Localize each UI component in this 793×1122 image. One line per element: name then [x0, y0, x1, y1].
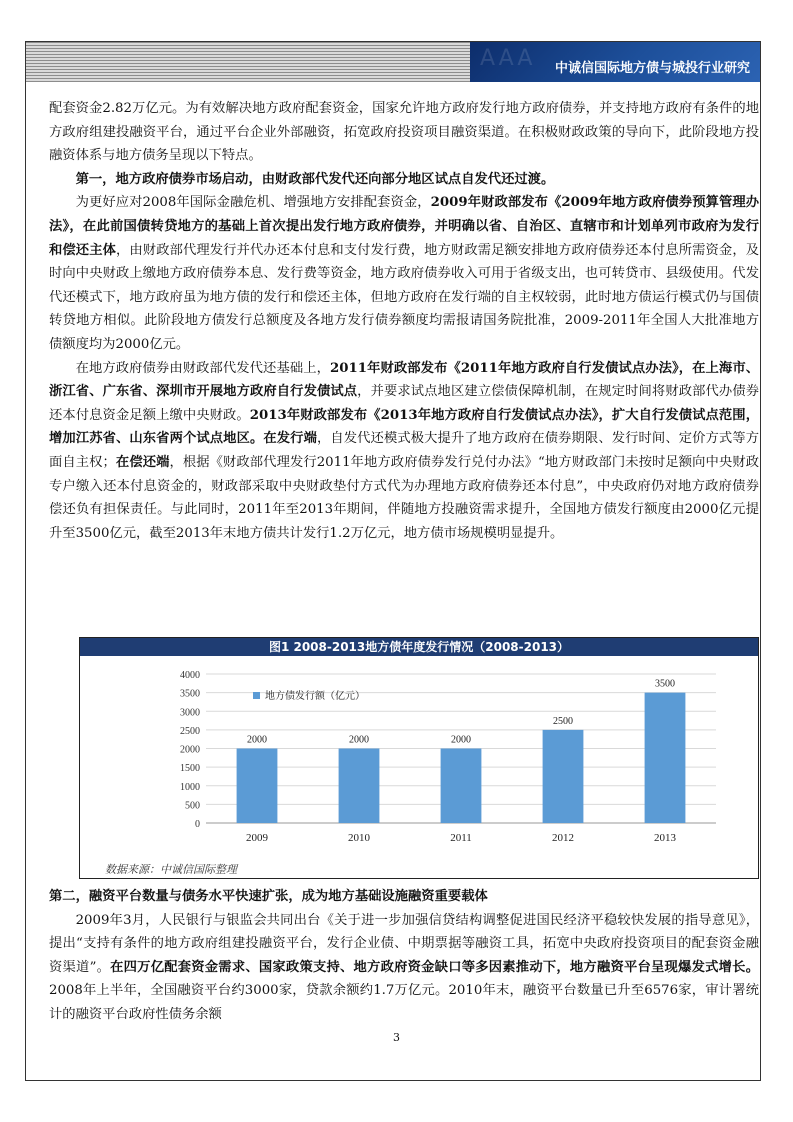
bar	[543, 730, 584, 823]
y-tick-label: 4000	[180, 670, 200, 681]
bar	[237, 749, 278, 824]
x-tick-label: 2010	[348, 832, 370, 844]
data-label: 2000	[451, 734, 471, 746]
y-tick-label: 2500	[180, 725, 200, 737]
data-label: 2500	[553, 715, 573, 727]
header-title: 中诚信国际地方债与城投行业研究	[554, 61, 750, 76]
page-number: 3	[393, 1031, 400, 1044]
y-tick-label: 2000	[180, 744, 200, 756]
y-tick-label: 3000	[180, 707, 200, 719]
y-tick-label: 500	[185, 800, 200, 812]
data-label: 3500	[655, 678, 675, 690]
paragraph: 在地方政府债券由财政部代发代还基础上，2011年财政部发布《2011年地方政府自行发债试点办法》，在上海市、浙江省、广东省、深圳市开展地方政府自行发债试点，并要求试点地区建立偿债保障机制，在规定时间将财政部代办债券还本付息资金足额上缴中央财政。2013年财政部发布《2013年地方政府自行发债试点办法》，扩大自行发债试点范围，增加江苏省、山东省两个试点地区。在发行端，自发代还模式极大提升了地方政府在债券期限、发行时间、定价方式等方面自主权；在偿还端，根据《财政部代理发行2011年地方政府债券发行兑付办法》“地方财政部门未按时足额向中央财政专户缴入还本付息资金的，财政部采取中央财政垫付方式代为办理地方政府债券还本付息”，中央政府仍对地方政府债券偿还负有担保责任。与此同时，2011年至2013年期间，伴随地方投融资需求提升，全国地方债发行额度由2000亿元提升至3500亿元，截至2013年末地方债共计发行1.2万亿元，地方债市场规模明显提升。	[49, 360, 760, 541]
figure-source: 数据来源：中诚信国际整理	[105, 863, 237, 876]
body-text-top	[49, 97, 759, 545]
figure-box	[79, 637, 759, 879]
x-tick-label: 2011	[450, 832, 472, 844]
bar-chart	[80, 656, 758, 861]
section-heading: 第二，融资平台数量与债务水平快速扩张，成为地方基础设施融资重要载体	[49, 889, 488, 904]
x-tick-label: 2013	[654, 832, 676, 844]
x-tick-label: 2012	[552, 832, 574, 844]
legend-swatch	[253, 692, 260, 699]
bar	[645, 693, 686, 823]
x-tick-label: 2009	[246, 832, 268, 844]
y-tick-label: 1000	[180, 781, 200, 793]
paragraph: 配套资金2.82万亿元。为有效解决地方政府配套资金，国家允许地方政府发行地方政府债券，并支持地方政府有条件的地方政府组建投融资平台，通过平台企业外部融资，拓宽政府投资项目融资渠道。在积极财政政策的导向下，此阶段地方投融资体系与地方债务呈现以下特点。	[49, 101, 759, 164]
y-tick-label: 0	[195, 819, 200, 830]
figure-caption: 图1 2008-2013地方债年度发行情况（2008-2013）	[80, 638, 758, 656]
bar	[441, 749, 482, 824]
bar	[339, 749, 380, 824]
y-tick-label: 1500	[180, 763, 200, 775]
body-text-bottom	[49, 885, 759, 1027]
paragraph: 为更好应对2008年国际金融危机、增强地方安排配套资金，2009年财政部发布《2009年地方政府债券预算管理办法》，在此前国债转贷地方的基础上首次提出发行地方政府债券，并明确以省、自治区、直辖市和计划单列市政府为发行和偿还主体，由财政部代理发行并代办还本付息和支付发行费，地方财政需足额安排地方政府债券还本付息所需资金，及时向中央财政上缴地方政府债券本息、发行费等资金，地方政府债券收入可用于省级支出，也可转贷市、县级使用。代发代还模式下，地方政府虽为地方债的发行和偿还主体，但地方政府在发行端的自主权较弱，此时地方债运行模式仍与国债转贷地方相似。此阶段地方债发行总额度及各地方发行债券额度均需报请国务院批准，2009-2011年全国人大批准地方债额度均为2000亿元。	[49, 195, 760, 352]
y-tick-label: 3500	[180, 688, 200, 700]
data-label: 2000	[349, 734, 369, 746]
paragraph: 2009年3月，人民银行与银监会共同出台《关于进一步加强信贷结构调整促进国民经济平稳较快发展的指导意见》，提出“支持有条件的地方政府组建投融资平台，发行企业债、中期票据等融资工具，拓宽中央政府投资项目的配套资金融资渠道”。在四万亿配套资金需求、国家政策支持、地方政府资金缺口等多因素推动下，地方融资平台呈现爆发式增长。2008年上半年，全国融资平台约3000家，贷款余额约1.7万亿元。2010年末，融资平台数量已升至6576家，审计署统计的融资平台政府性债务余额	[49, 912, 759, 1022]
section-heading: 第一，地方政府债券市场启动，由财政部代发代还向部分地区试点自发代还过渡。	[75, 171, 555, 187]
header-decoration: AAA	[480, 46, 536, 71]
header-title-box	[470, 42, 760, 82]
legend-label: 地方债发行额（亿元）	[265, 691, 365, 702]
data-label: 2000	[247, 734, 267, 746]
